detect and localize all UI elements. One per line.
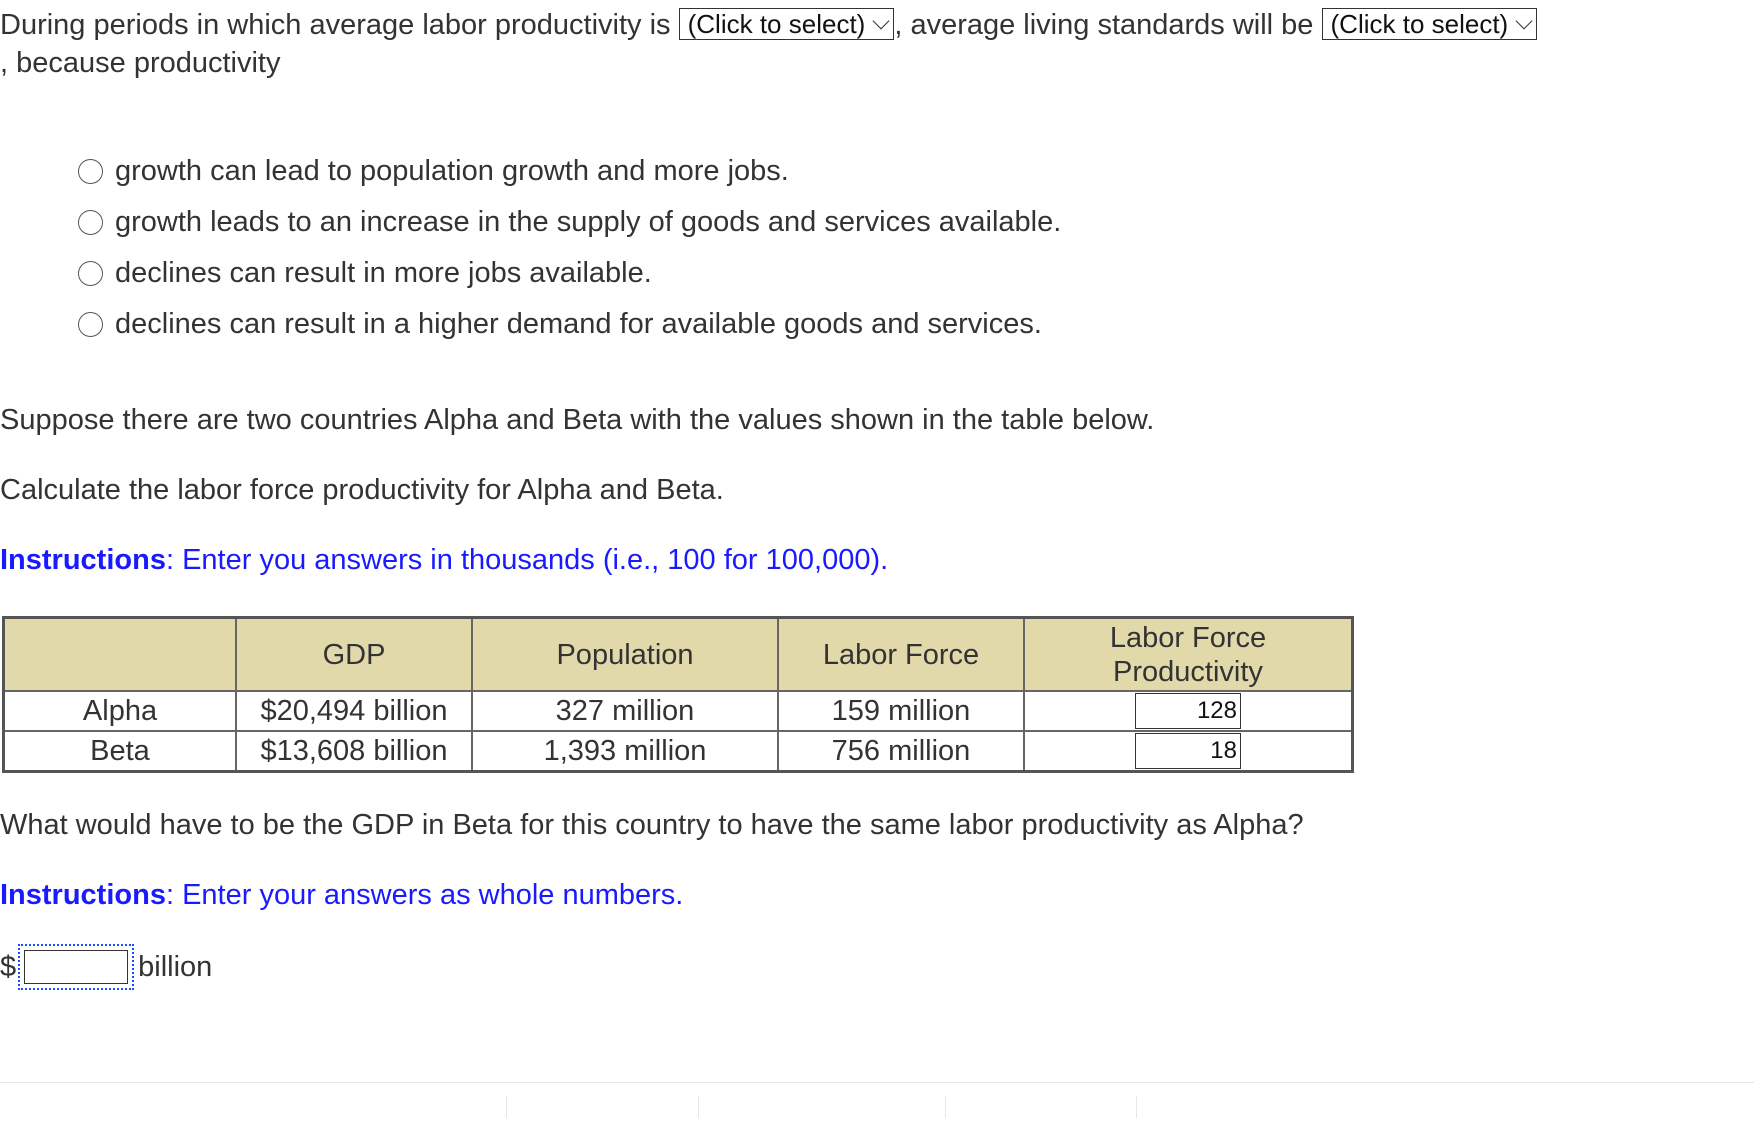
question1-sentence [0, 8, 1537, 42]
question2-task: Calculate the labor force productivity for Alpha and Beta. [0, 474, 724, 506]
row-gdp: $20,494 billion [236, 691, 472, 731]
gdp-input-focus-ring [18, 944, 134, 990]
row-gdp: $13,608 billion [236, 731, 472, 772]
row-country: Alpha [4, 691, 237, 731]
productivity-dropdown[interactable] [679, 8, 895, 40]
living-standards-dropdown-value: (Click to select) [1330, 9, 1509, 40]
row-productivity-cell [1024, 731, 1353, 772]
question2-instructions [0, 543, 888, 577]
row-country: Beta [4, 731, 237, 772]
productivity-input-alpha[interactable]: 128 [1135, 693, 1241, 729]
instructions-label: Instructions [0, 544, 166, 576]
question2-intro: Suppose there are two countries Alpha and Beta with the values shown in the table below. [0, 404, 1155, 436]
header-productivity-text: Labor Force Productivity [1109, 621, 1267, 688]
radio-button[interactable] [78, 210, 103, 235]
table-row [4, 731, 1353, 772]
option-label: declines can result in a higher demand for available goods and services. [115, 308, 1042, 340]
footer-tick [945, 1096, 946, 1118]
footer-divider [0, 1082, 1754, 1083]
footer-tick [1136, 1096, 1137, 1118]
currency-symbol: $ [0, 950, 17, 983]
table-row [4, 691, 1353, 731]
question3-instructions [0, 878, 683, 912]
footer-tick [506, 1096, 507, 1118]
table-header-row [4, 618, 1353, 692]
country-data-table [2, 616, 1354, 773]
question1-text-a: During periods in which average labor productivity is [0, 9, 671, 41]
chevron-down-icon [873, 12, 890, 29]
option-4[interactable] [78, 299, 1061, 350]
unit-label: billion [138, 950, 213, 983]
radio-button[interactable] [78, 159, 103, 184]
radio-button[interactable] [78, 312, 103, 337]
instructions-text: : Enter you answers in thousands (i.e., 100 for 100,000). [165, 544, 889, 576]
instructions-label: Instructions [0, 879, 166, 911]
productivity-dropdown-value: (Click to select) [687, 9, 866, 40]
option-label: growth leads to an increase in the supply of goods and services available. [115, 206, 1062, 238]
answer-options [78, 146, 1061, 350]
beta-gdp-input[interactable] [24, 950, 128, 984]
header-gdp: GDP [236, 618, 472, 692]
option-1[interactable] [78, 146, 1061, 197]
option-label: growth can lead to population growth and more jobs. [115, 155, 789, 187]
header-population: Population [472, 618, 778, 692]
row-labor-force: 756 million [778, 731, 1024, 772]
question1-text-b: , average living standards will be [894, 9, 1314, 41]
row-population: 1,393 million [472, 731, 778, 772]
question3-prompt: What would have to be the GDP in Beta for this country to have the same labor productivity as Alpha? [0, 809, 1304, 841]
header-empty [4, 618, 237, 692]
option-2[interactable] [78, 197, 1061, 248]
question1-text-c: , because productivity [0, 47, 281, 79]
option-label: declines can result in more jobs available. [115, 257, 652, 289]
row-population: 327 million [472, 691, 778, 731]
header-productivity [1024, 618, 1353, 692]
living-standards-dropdown[interactable] [1322, 8, 1538, 40]
footer-tick [698, 1096, 699, 1118]
productivity-input-beta[interactable]: 18 [1135, 733, 1241, 769]
radio-button[interactable] [78, 261, 103, 286]
option-3[interactable] [78, 248, 1061, 299]
row-productivity-cell [1024, 691, 1353, 731]
row-labor-force: 159 million [778, 691, 1024, 731]
chevron-down-icon [1516, 12, 1533, 29]
header-labor-force: Labor Force [778, 618, 1024, 692]
instructions-text: : Enter your answers as whole numbers. [165, 879, 684, 911]
beta-gdp-answer [0, 942, 212, 992]
